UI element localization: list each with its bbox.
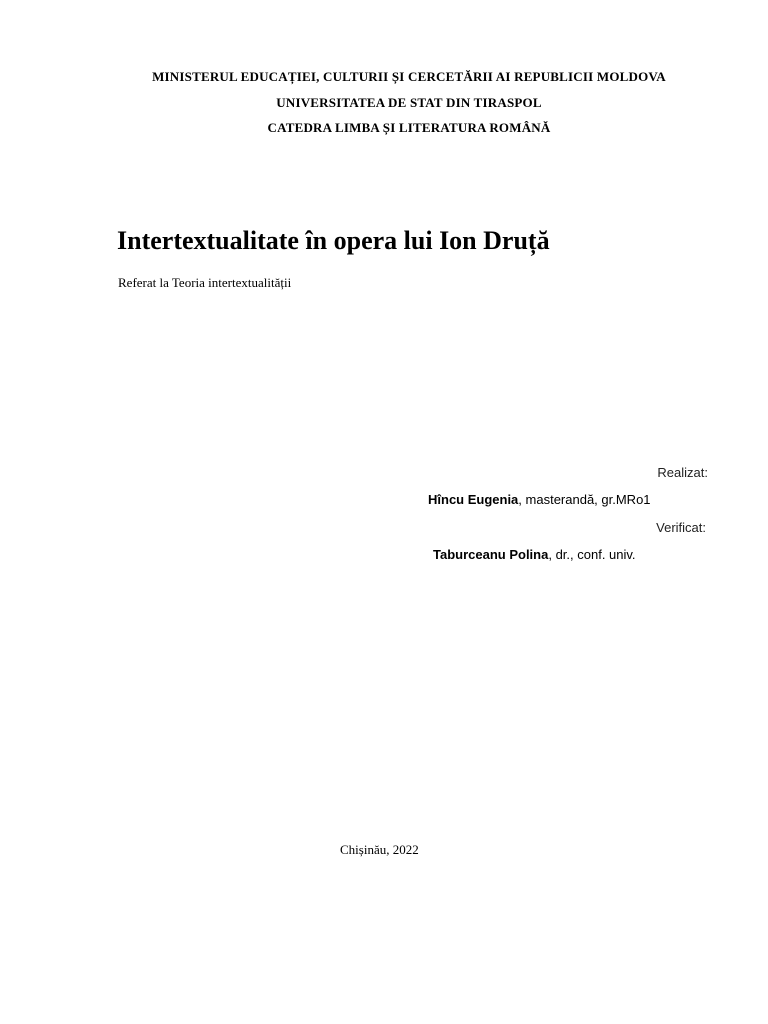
- reviewer-details: , dr., conf. univ.: [548, 547, 636, 562]
- reviewer-line: [433, 547, 636, 562]
- department-header: CATEDRA LIMBA ȘI LITERATURA ROMÂNĂ: [267, 120, 551, 135]
- realizat-label: Realizat:: [657, 465, 708, 480]
- document-subtitle: Referat la Teoria intertextualității: [118, 275, 292, 290]
- university-header: UNIVERSITATEA DE STAT DIN TIRASPOL: [276, 95, 542, 110]
- author-line: [428, 492, 651, 507]
- verificat-label: Verificat:: [656, 520, 706, 535]
- document-title: Intertextualitate în opera lui Ion Druță: [117, 226, 550, 255]
- place-date: Chișinău, 2022: [340, 842, 419, 857]
- ministry-header: MINISTERUL EDUCAȚIEI, CULTURII ȘI CERCETĂRII AI REPUBLICII MOLDOVA: [152, 69, 666, 84]
- reviewer-name: Taburceanu Polina: [433, 547, 549, 562]
- author-name: Hîncu Eugenia: [428, 492, 519, 507]
- author-details: , masterandă, gr.MRo1: [518, 492, 651, 507]
